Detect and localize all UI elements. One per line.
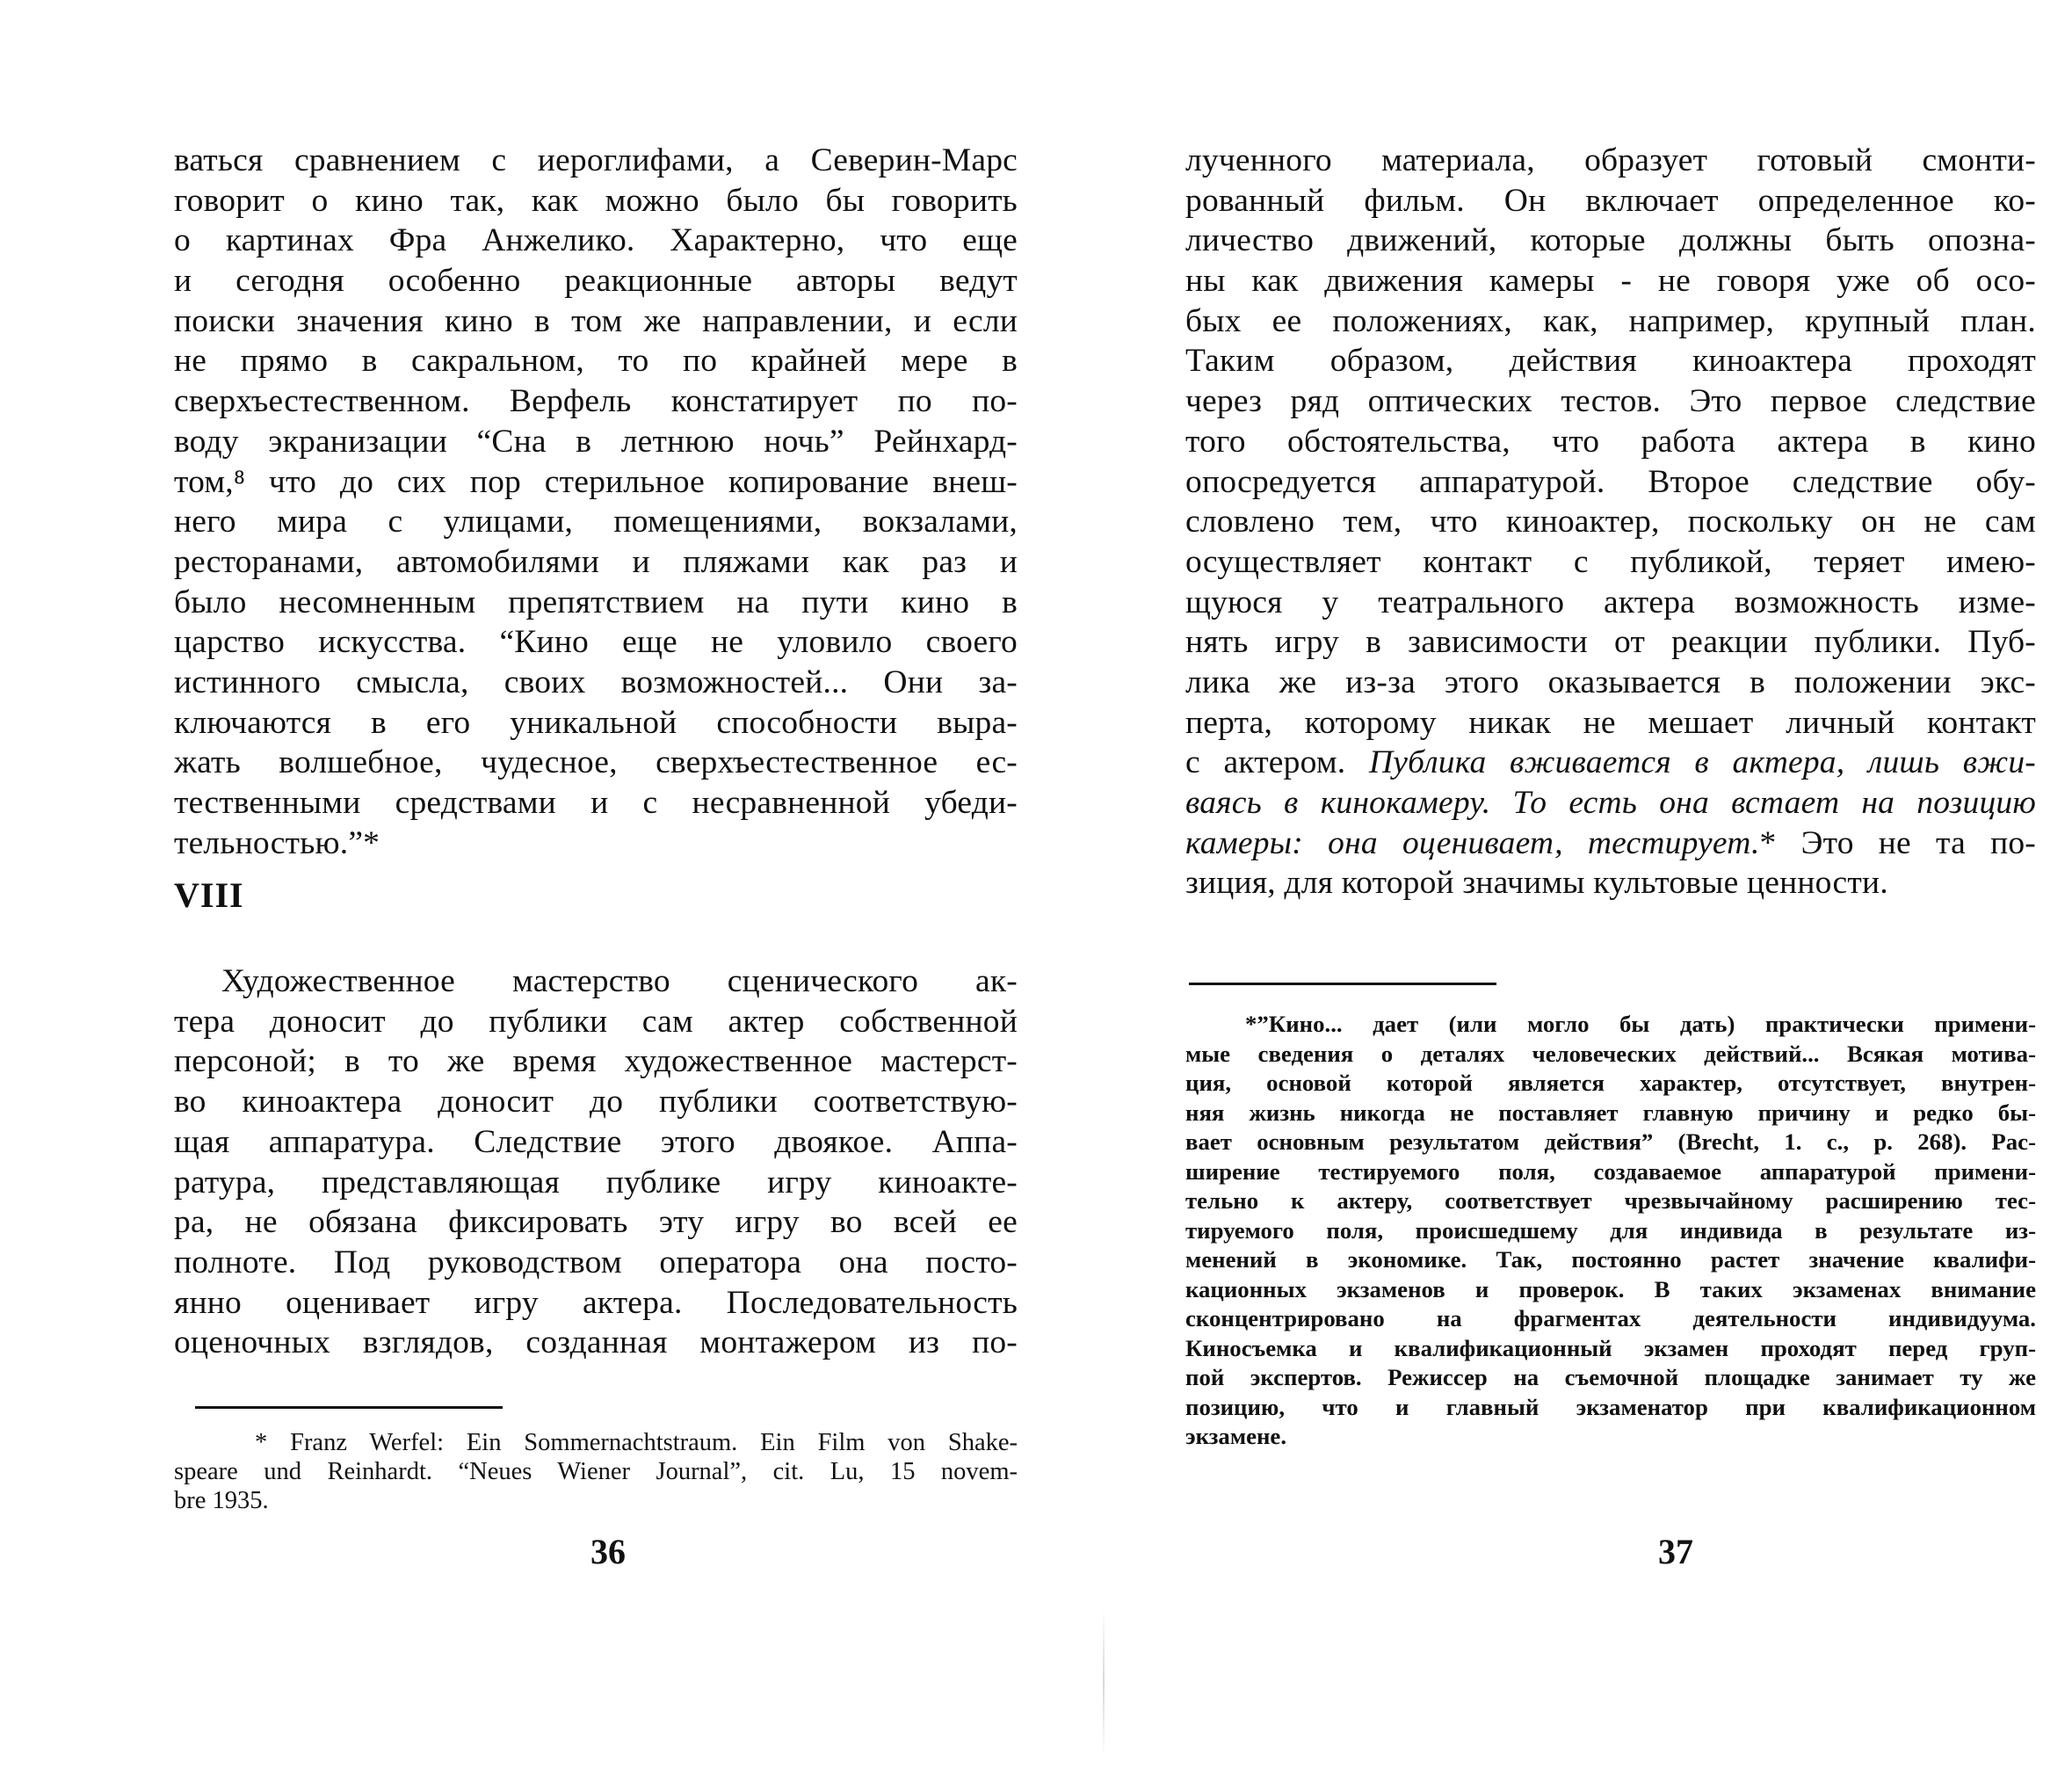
text-line: щая аппаратура. Следствие этого двоякое. Аппа- (174, 1123, 1018, 1160)
right-body-text (1185, 141, 2036, 903)
italic-text: камеры: она оценивает, тестирует. (1185, 824, 1760, 861)
footnote-line: ширение тестируемого поля, создаваемое аппаратурой примени- (1185, 1157, 2036, 1185)
text-line: личество движений, которые должны быть опозна- (1185, 222, 2036, 259)
text-line: жать волшебное, чудесное, сверхъестественное ес- (174, 744, 1018, 781)
left-body-text (174, 141, 1018, 1363)
footnote-rule (1189, 983, 1496, 985)
footnote-line: bre 1935. (174, 1487, 269, 1514)
footnote-line: Киносъемка и квалификационный экзамен проходят перед груп- (1185, 1334, 2036, 1361)
text-line: того обстоятельства, что работа актера в кино (1185, 423, 2036, 460)
footnote-line: менений в экономике. Так, постоянно растет значение квалифи- (1185, 1246, 2036, 1273)
page-number-left: 36 (590, 1532, 626, 1571)
text-line: зиция, для которой значимы культовые ценности. (1185, 865, 1888, 902)
right-footnote (1185, 983, 2036, 1452)
text-line: янно оценивает игру актера. Последовательность (174, 1284, 1018, 1321)
text-line: нять игру в зависимости от реакции публики. Пуб- (1185, 624, 2036, 661)
plain-text: * Это не та по- (1759, 824, 2036, 861)
text-line: царство искусства. “Кино еще не уловило своего (174, 624, 1018, 661)
footnote-line: вает основным результатом действия” (Brecht, 1. c., p. 268). Рас- (1185, 1128, 2036, 1155)
text-line: полноте. Под руководством оператора она посто- (174, 1244, 1018, 1280)
right-page (1036, 0, 2072, 1770)
text-line: Художественное мастерство сценического ак- (221, 963, 1018, 1000)
footnote-line: кационных экзаменов и проверок. В таких экзаменах внимание (1185, 1275, 2036, 1302)
text-line: бых ее положениях, как, например, крупный план. (1185, 302, 2036, 339)
text-line: него мира с улицами, помещениями, вокзалами, (174, 504, 1018, 540)
text-line: через ряд оптических тестов. Это первое следствие (1185, 383, 2036, 420)
text-line: сверхъестественном. Верфель констатирует по по- (174, 383, 1018, 420)
text-line: о картинах Фра Анжелико. Характерно, что еще (174, 222, 1018, 259)
footnote-line: тельно к актеру, соответствует чрезвычайному расширению тес- (1185, 1187, 2036, 1214)
footnote-line: няя жизнь никогда не поставляет главную причину и редко бы- (1185, 1099, 2036, 1126)
text-line: не прямо в сакральном, то по крайней мере в (174, 343, 1018, 380)
section-heading: VIII (174, 875, 244, 916)
text-line: во киноактера доносит до публики соответствую- (174, 1084, 1018, 1121)
text-line: ра, не обязана фиксировать эту игру во всей ее (174, 1204, 1018, 1241)
footnote-line: ция, основой которой является характер, отсутствует, внутрен- (1185, 1070, 2036, 1096)
text-line: воду экранизации “Сна в летнюю ночь” Рейнхард- (174, 423, 1018, 460)
text-line: и сегодня особенно реакционные авторы ведут (174, 263, 1018, 300)
text-line: поиски значения кино в том же направлении, и если (174, 302, 1018, 339)
plain-text: с актером. (1185, 744, 1369, 781)
footnote-line: позицию, что и главный экзаменатор при квалификационном (1185, 1393, 2036, 1420)
text-line: том,⁸ что до сих пор стерильное копирование внеш- (174, 463, 1018, 500)
footnote-rule (195, 1406, 503, 1409)
text-line-mixed (1185, 823, 2036, 864)
text-line: тельностью.”* (174, 824, 380, 861)
page-number-right: 37 (1658, 1532, 1693, 1571)
text-line: лученного материала, образует готовый смонти- (1185, 142, 2036, 178)
text-line: тера доносит до публики сам актер собственной (174, 1003, 1018, 1040)
footnote-line: *”Кино... дает (или могло бы дать) практически примени- (1245, 1011, 2036, 1037)
text-line: ключаются в его уникальной способности выра- (174, 704, 1018, 741)
text-line: говорит о кино так, как можно было бы говорить (174, 182, 1018, 219)
text-line: оценочных взглядов, созданная монтажером из по- (174, 1324, 1018, 1361)
left-footnote (174, 1406, 1018, 1515)
text-line: лика же из-за этого оказывается в положении экс- (1185, 664, 2036, 700)
text-line: тественными средствами и с несравненной убеди- (174, 785, 1018, 821)
footnote-line: speare und Reinhardt. “Neues Wiener Journal”, cit. Lu, 15 novem- (174, 1458, 1018, 1485)
italic-text: Публика вживается в актера, лишь вжи- (1368, 744, 2036, 781)
footnote-line: мые сведения о деталях человеческих действий... Всякая мотива- (1185, 1040, 2036, 1067)
footnote-line: экзамене. (1185, 1423, 1287, 1449)
text-line: словлено тем, что киноактер, поскольку он не сам (1185, 504, 2036, 540)
text-line: опосредуется аппаратурой. Второе следствие обу- (1185, 463, 2036, 500)
italic-text: ваясь в кинокамеру. То есть она встает на позицию (1185, 785, 2036, 821)
text-line: рованный фильм. Он включает определенное ко- (1185, 182, 2036, 219)
text-line: осуществляет контакт с публикой, теряет имею- (1185, 543, 2036, 580)
text-line: ваться сравнением с иероглифами, а Северин-Марс (174, 142, 1018, 178)
text-line: перта, которому никак не мешает личный контакт (1185, 704, 2036, 741)
footnote-line: пой экспертов. Режиссер на съемочной площадке занимает ту же (1185, 1364, 2036, 1390)
footnote-line: * Franz Werfel: Ein Sommernachtstraum. Ein Film von Shake- (255, 1429, 1018, 1456)
text-line: щуюся у театрального актера возможность изме- (1185, 584, 2036, 620)
footnote-line: сконцентрировано на фрагментах деятельности индивидуума. (1185, 1305, 2036, 1331)
text-line: было несомненным препятствием на пути кино в (174, 584, 1018, 620)
footnote-line: тируемого поля, происшедшему для индивида в результате из- (1185, 1216, 2036, 1244)
text-line: ресторанами, автомобилями и пляжами как раз и (174, 543, 1018, 580)
text-line: Таким образом, действия киноактера проходят (1185, 343, 2036, 380)
text-line: персоной; в то же время художественное мастерст- (174, 1043, 1018, 1080)
text-line: ратура, представляющая публике игру киноакте- (174, 1164, 1018, 1201)
text-line-italic (1185, 783, 2036, 823)
text-line: ны как движения камеры - не говоря уже об осо- (1185, 263, 2036, 300)
text-line-mixed (1185, 743, 2036, 783)
text-line: истинного смысла, своих возможностей... Они за- (174, 664, 1018, 700)
